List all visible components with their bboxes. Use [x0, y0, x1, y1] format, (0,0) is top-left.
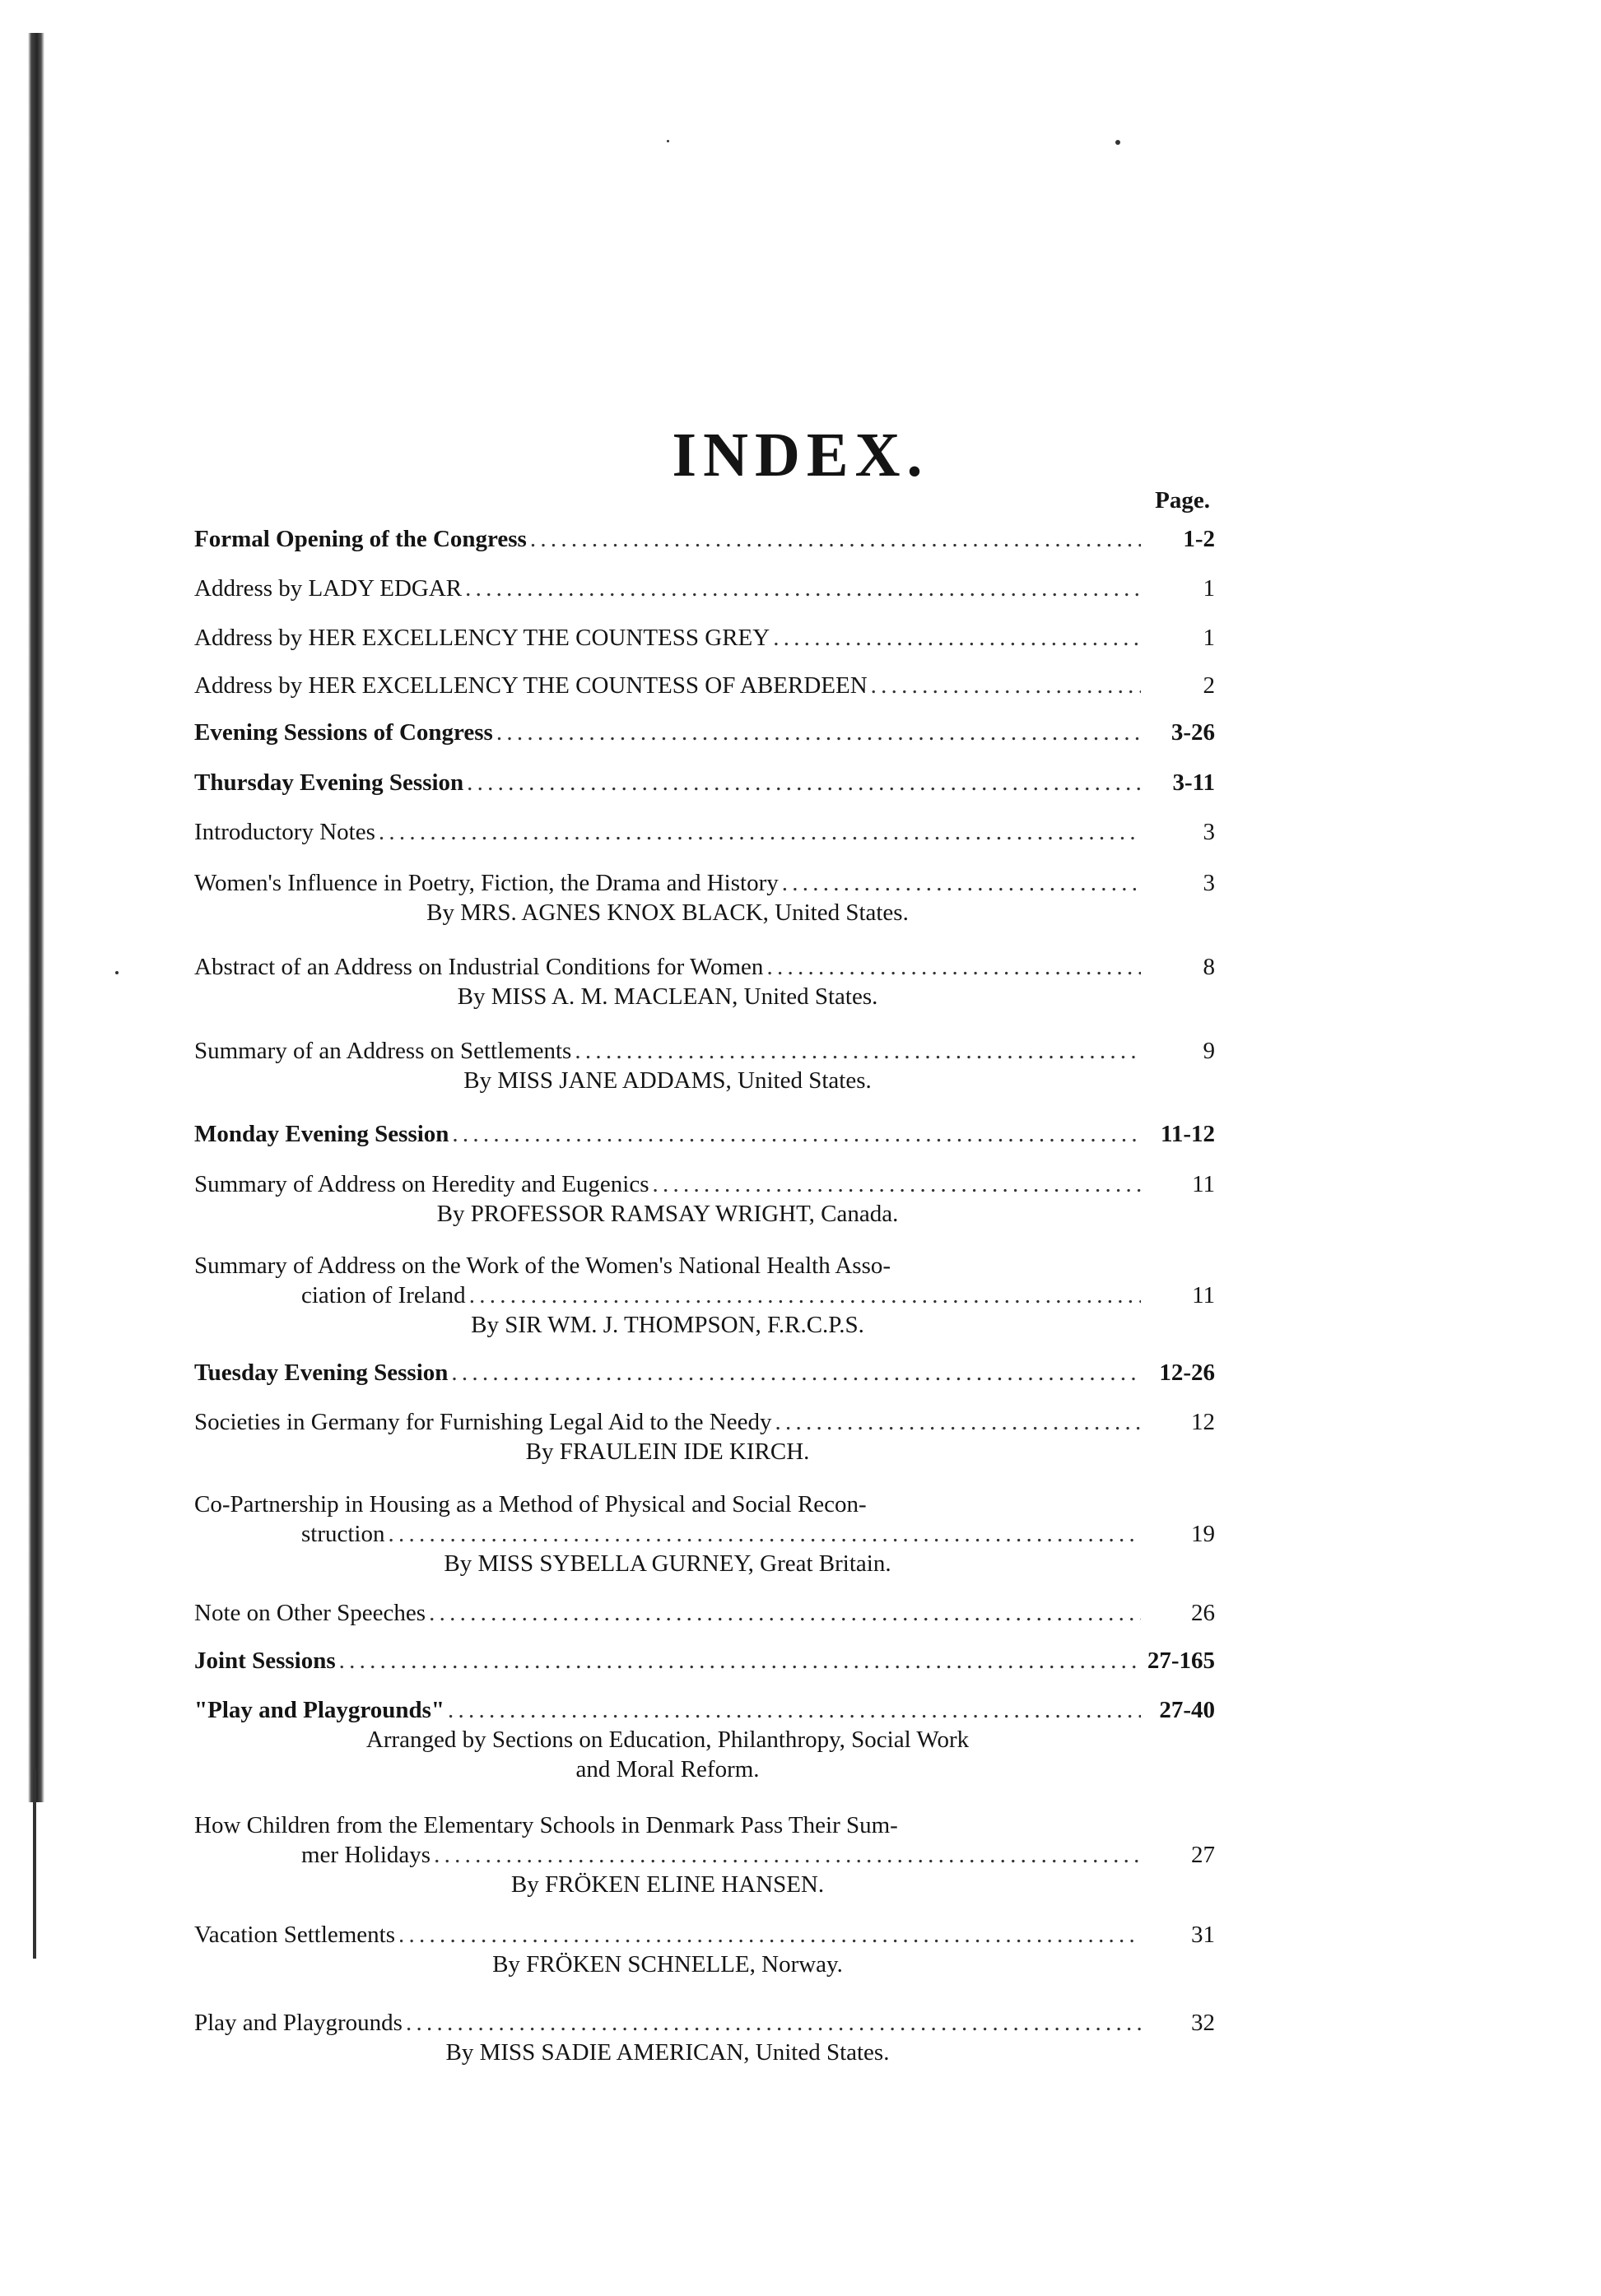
- index-entry: [194, 868, 1215, 927]
- entry-byline: By PROFESSOR RAMSAY WRIGHT, Canada.: [436, 1201, 899, 1227]
- index-entry: [194, 2008, 1215, 2067]
- dot-leader: [385, 1519, 1142, 1549]
- entry-title-line: [194, 671, 1215, 700]
- entry-title: Thursday Evening Session: [194, 769, 464, 796]
- entry-page-number: 12: [1191, 1409, 1215, 1435]
- dot-leader: [493, 718, 1141, 747]
- entry-title-line: [194, 1251, 1215, 1280]
- entry-title-line: [194, 1407, 1215, 1437]
- dot-leader: [449, 1119, 1141, 1149]
- entry-byline: By SIR WM. J. THOMPSON, F.R.C.P.S.: [471, 1312, 864, 1338]
- entry-title: Societies in Germany for Furnishing Legal Aid to the Needy: [194, 1409, 772, 1435]
- entry-title: Summary of an Address on Settlements: [194, 1038, 572, 1064]
- dot-leader: [403, 2008, 1141, 2038]
- dot-leader: [527, 524, 1141, 554]
- entry-title-line: [194, 623, 1215, 653]
- entry-title-line: [194, 1490, 1215, 1519]
- entry-byline: By FRÖKEN SCHNELLE, Norway.: [492, 1951, 843, 1978]
- entry-title: Joint Sessions: [194, 1648, 336, 1674]
- entry-title-line: [194, 952, 1215, 982]
- entry-title: Introductory Notes: [194, 819, 375, 845]
- index-entry: [194, 768, 1215, 797]
- entry-title-line: [194, 1646, 1215, 1676]
- entry-page-number: 3: [1203, 870, 1215, 896]
- dot-leader: [336, 1646, 1141, 1676]
- dot-leader: [571, 1036, 1141, 1066]
- dot-leader: [463, 768, 1141, 797]
- index-entry: [194, 1646, 1215, 1676]
- dot-leader: [426, 1598, 1141, 1628]
- index-entry: [194, 1407, 1215, 1466]
- entry-byline: By MRS. AGNES KNOX BLACK, United States.: [426, 899, 909, 926]
- entry-title: Note on Other Speeches: [194, 1600, 426, 1626]
- binding-edge: [28, 33, 44, 1802]
- entry-byline: By MISS A. M. MACLEAN, United States.: [457, 983, 878, 1010]
- entry-title-continuation: struction: [301, 1521, 385, 1547]
- entry-title: Co-Partnership in Housing as a Method of Physical and Social Recon-: [194, 1491, 867, 1517]
- entry-page-number: 1: [1203, 575, 1215, 602]
- dot-leader: [779, 868, 1141, 898]
- entry-title: Address by LADY EDGAR: [194, 575, 463, 602]
- entry-title-line: [194, 1119, 1215, 1149]
- entry-page-number: 9: [1203, 1038, 1215, 1064]
- entry-page-number: 1: [1203, 625, 1215, 651]
- dot-leader: [444, 1695, 1141, 1725]
- entry-title-line: [194, 574, 1215, 603]
- entry-title: Monday Evening Session: [194, 1121, 449, 1147]
- entry-title: Vacation Settlements: [194, 1922, 396, 1948]
- entry-page-number: 1-2: [1183, 526, 1215, 552]
- index-title: INDEX.: [672, 421, 929, 490]
- dot-leader: [763, 952, 1141, 982]
- entry-title: Address by HER EXCELLENCY THE COUNTESS OF ABERDEEN: [194, 672, 868, 699]
- entry-title: Abstract of an Address on Industrial Conditions for Women: [194, 954, 764, 980]
- entry-title-line: [194, 1358, 1215, 1387]
- entry-continuation-line: [194, 1519, 1215, 1549]
- entry-title: Summary of Address on Heredity and Eugenics: [194, 1171, 649, 1197]
- index-entry: [194, 1490, 1215, 1578]
- entry-title-line: [194, 718, 1215, 747]
- speck: [667, 140, 669, 142]
- index-entry: [194, 524, 1215, 554]
- entry-title-continuation: ciation of Ireland: [301, 1282, 466, 1308]
- dot-leader: [375, 817, 1141, 847]
- index-entry: [194, 952, 1215, 1011]
- entry-byline: By MISS SYBELLA GURNEY, Great Britain.: [444, 1550, 891, 1577]
- entry-page-number: 3: [1203, 819, 1215, 845]
- dot-leader: [770, 623, 1141, 653]
- entry-title-line: [194, 768, 1215, 797]
- entry-byline: By FRÖKEN ELINE HANSEN.: [510, 1871, 825, 1898]
- entry-page-number: 11: [1192, 1282, 1215, 1308]
- entry-page-number: 11: [1192, 1171, 1215, 1197]
- entry-title: Play and Playgrounds: [194, 2010, 403, 2036]
- entry-title-line: [194, 1169, 1215, 1199]
- entry-title: "Play and Playgrounds": [194, 1697, 445, 1723]
- entry-page-number: 32: [1191, 2010, 1215, 2036]
- entry-byline: Arranged by Sections on Education, Philanthropy, Social Work: [365, 1727, 970, 1753]
- entry-title-line: [194, 1695, 1215, 1725]
- entry-page-number: 27-40: [1159, 1697, 1215, 1723]
- entry-title: How Children from the Elementary Schools in Denmark Pass Their Sum-: [194, 1812, 898, 1838]
- dot-leader: [772, 1407, 1142, 1437]
- entry-title-continuation: mer Holidays: [301, 1842, 431, 1868]
- speck: [1115, 140, 1120, 145]
- index-entry: [194, 1036, 1215, 1095]
- entry-title: Address by HER EXCELLENCY THE COUNTESS GREY: [194, 625, 770, 651]
- index-entry: [194, 1695, 1215, 1784]
- entry-title-line: [194, 868, 1215, 898]
- dot-leader: [868, 671, 1141, 700]
- entry-continuation-line: [194, 1280, 1215, 1310]
- entry-byline: By MISS JANE ADDAMS, United States.: [463, 1067, 872, 1094]
- index-entry: [194, 1169, 1215, 1229]
- dot-leader: [395, 1920, 1141, 1950]
- speck: [115, 971, 119, 974]
- entry-page-number: 12-26: [1159, 1359, 1215, 1386]
- entry-title-line: [194, 1810, 1215, 1840]
- entry-page-number: 26: [1191, 1600, 1215, 1626]
- dot-leader: [649, 1169, 1141, 1199]
- index-entry: [194, 623, 1215, 653]
- entry-byline: and Moral Reform.: [575, 1756, 760, 1782]
- index-entry: [194, 817, 1215, 847]
- entry-title-line: [194, 1036, 1215, 1066]
- index-entry: [194, 1920, 1215, 1979]
- entry-page-number: 19: [1191, 1521, 1215, 1547]
- page-column-label: Page.: [1155, 487, 1210, 514]
- dot-leader: [431, 1840, 1141, 1870]
- entry-page-number: 3-26: [1170, 719, 1215, 746]
- index-entry: [194, 718, 1215, 747]
- entry-title: Summary of Address on the Work of the Women's National Health Asso-: [194, 1253, 891, 1279]
- entry-page-number: 27: [1191, 1842, 1215, 1868]
- entry-title: Tuesday Evening Session: [194, 1359, 449, 1386]
- index-entry: [194, 1251, 1215, 1340]
- entry-title-line: [194, 524, 1215, 554]
- index-entry: [194, 1598, 1215, 1628]
- entry-byline: By FRAULEIN IDE KIRCH.: [525, 1438, 810, 1465]
- entry-page-number: 31: [1191, 1922, 1215, 1948]
- entry-page-number: 11-12: [1160, 1121, 1215, 1147]
- entry-title: Evening Sessions of Congress: [194, 719, 493, 746]
- index-entry: [194, 671, 1215, 700]
- entry-page-number: 8: [1203, 954, 1215, 980]
- index-entry: [194, 1119, 1215, 1149]
- entry-byline: By MISS SADIE AMERICAN, United States.: [445, 2039, 890, 2066]
- index-entry: [194, 1358, 1215, 1387]
- dot-leader: [462, 574, 1141, 603]
- entry-page-number: 27-165: [1147, 1648, 1215, 1674]
- index-entry: [194, 1810, 1215, 1899]
- dot-leader: [466, 1280, 1141, 1310]
- entry-title: Women's Influence in Poetry, Fiction, the Drama and History: [194, 870, 779, 896]
- dot-leader: [448, 1358, 1141, 1387]
- entry-title-line: [194, 1598, 1215, 1628]
- entry-title: Formal Opening of the Congress: [194, 526, 527, 552]
- entry-title-line: [194, 2008, 1215, 2038]
- entry-page-number: 3-11: [1172, 769, 1215, 796]
- entry-page-number: 2: [1203, 672, 1215, 699]
- binding-edge-lower: [33, 1769, 36, 1959]
- index-entry: [194, 574, 1215, 603]
- entry-title-line: [194, 817, 1215, 847]
- entry-continuation-line: [194, 1840, 1215, 1870]
- entry-title-line: [194, 1920, 1215, 1950]
